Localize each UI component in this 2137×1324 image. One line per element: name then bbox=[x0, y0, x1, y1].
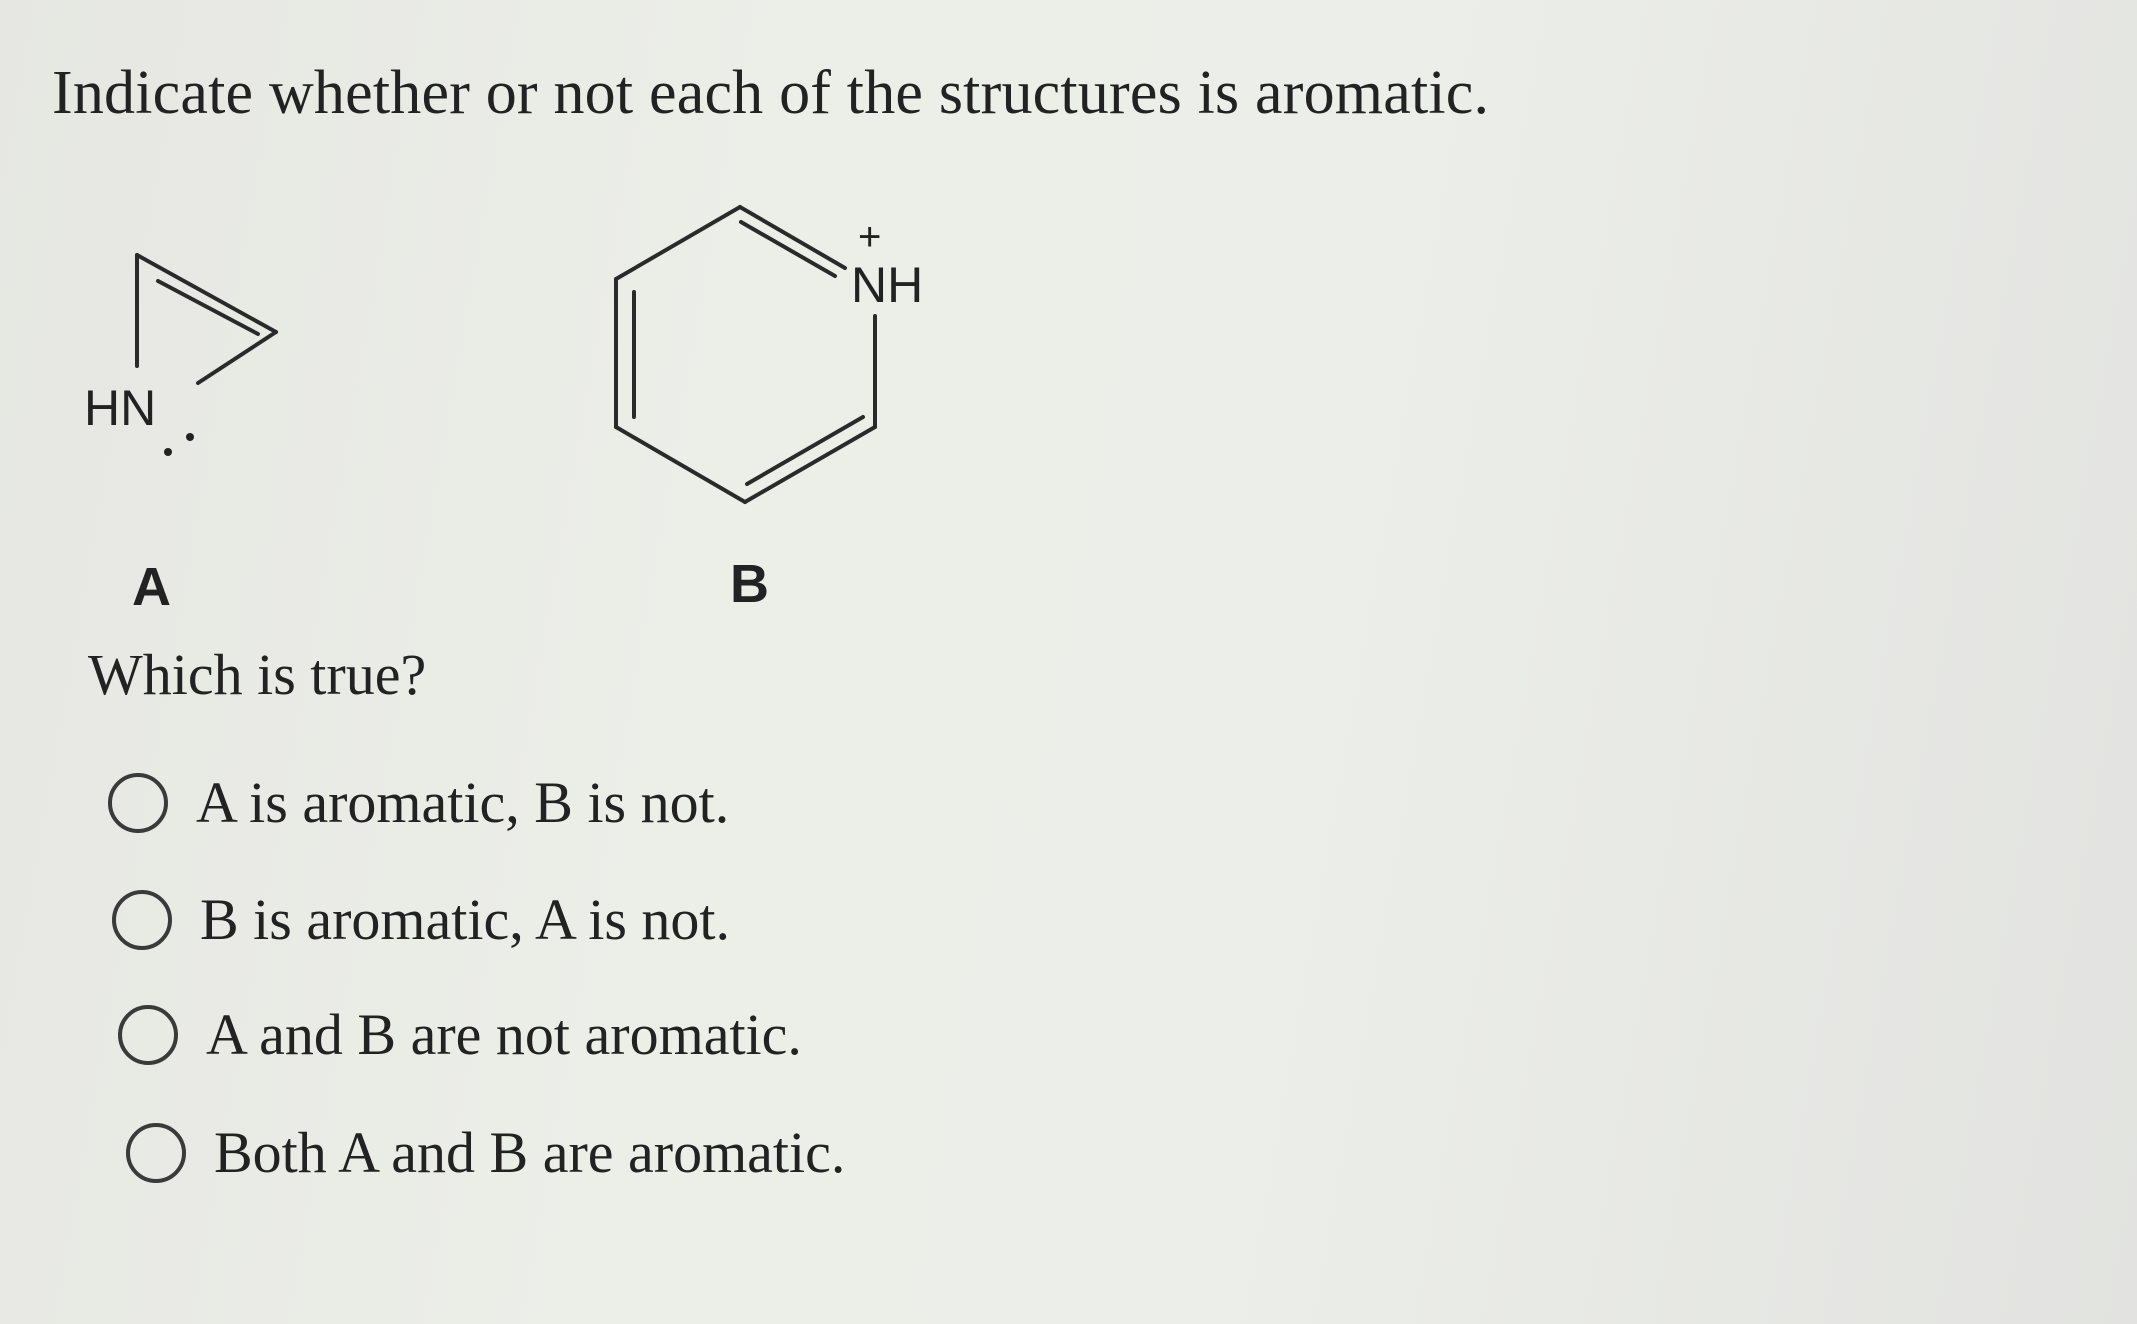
structure-b-bond-bottom-right-double bbox=[747, 417, 863, 484]
structure-b-bond-bottom-right bbox=[745, 427, 875, 502]
answer-option-label: A is aromatic, B is not. bbox=[196, 770, 730, 835]
answer-option-label: Both A and B are aromatic. bbox=[214, 1120, 846, 1185]
structure-b-bond-top-right bbox=[740, 207, 845, 268]
answer-option-label: A and B are not aromatic. bbox=[206, 1002, 802, 1067]
radio-button[interactable] bbox=[112, 890, 172, 950]
structure-a bbox=[137, 255, 276, 383]
answer-option-label: B is aromatic, A is not. bbox=[200, 887, 731, 952]
structure-b-bond-top-right-double bbox=[741, 222, 835, 276]
radio-button[interactable] bbox=[108, 773, 168, 833]
lone-pair-dot-2 bbox=[164, 448, 172, 456]
structure-b-bond-top-left bbox=[616, 207, 740, 279]
structure-a-atom-label: HN bbox=[84, 380, 157, 436]
answer-option-1[interactable] bbox=[108, 770, 730, 835]
lone-pair-dot-1 bbox=[186, 433, 194, 441]
structure-b-bond-bottom-left bbox=[616, 427, 745, 502]
question-prompt: Which is true? bbox=[88, 642, 427, 707]
structure-b-label: B bbox=[730, 554, 769, 614]
answer-option-4[interactable] bbox=[126, 1120, 846, 1185]
radio-button[interactable] bbox=[118, 1005, 178, 1065]
structure-b-charge: + bbox=[858, 215, 882, 259]
structure-b bbox=[616, 207, 875, 502]
structure-a-bond-lower bbox=[198, 332, 276, 383]
answer-option-2[interactable] bbox=[112, 887, 731, 952]
question-text: Indicate whether or not each of the structures is aromatic. bbox=[52, 59, 1490, 127]
answer-option-3[interactable] bbox=[118, 1002, 802, 1067]
structure-b-atom-label: NH bbox=[851, 257, 924, 313]
structure-a-bond-top bbox=[137, 255, 276, 332]
radio-button[interactable] bbox=[126, 1123, 186, 1183]
structure-a-label: A bbox=[132, 557, 171, 617]
structure-a-bond-double-inner bbox=[158, 281, 258, 334]
